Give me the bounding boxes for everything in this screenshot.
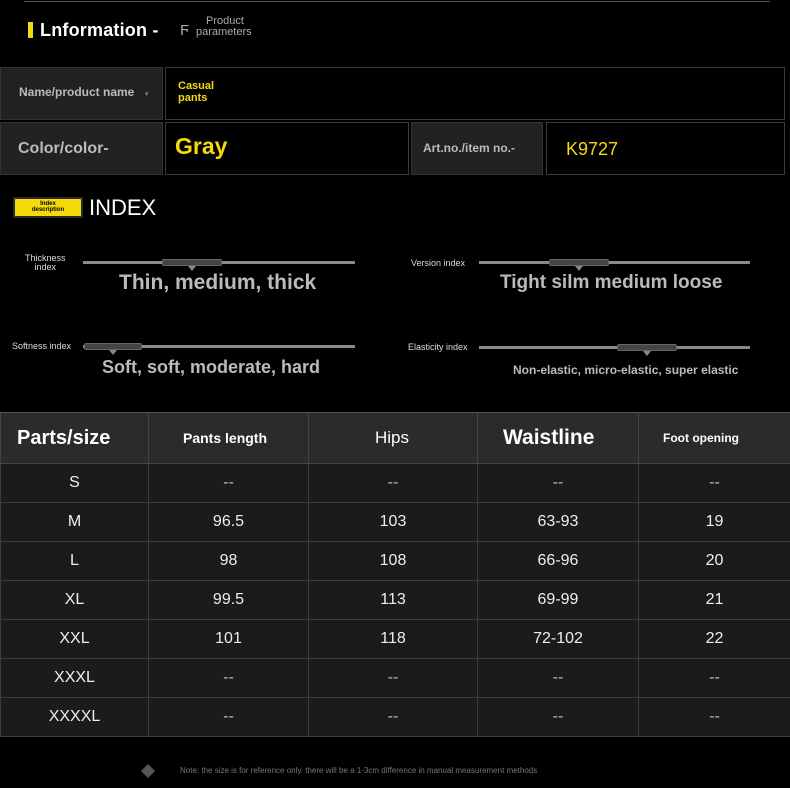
version-index-pointer [575, 266, 583, 271]
version-index-scale: Tight silm medium loose [500, 272, 723, 293]
cell-waistline: -- [478, 464, 639, 503]
cell-pants-length: 96.5 [149, 503, 309, 542]
cell-waistline: 66-96 [478, 542, 639, 581]
cell-hips: -- [309, 659, 478, 698]
table-row [1, 620, 790, 659]
table-row [1, 464, 790, 503]
elasticity-index-label: Elasticity index [408, 342, 468, 352]
cell-size: XXXL [1, 659, 149, 698]
thickness-index-label: Thickness index [25, 253, 66, 272]
color-label-cell [0, 122, 163, 175]
color-value-cell [165, 122, 409, 175]
size-table [0, 412, 790, 737]
name-label: Name/product name [19, 85, 135, 99]
cell-pants-length: -- [149, 659, 309, 698]
header-foot-opening: Foot opening [639, 413, 790, 464]
header-title: Lnformation - [40, 20, 159, 40]
table-row [1, 659, 790, 698]
color-label: Color/color- [18, 140, 109, 157]
name-label-cell [0, 67, 163, 120]
cell-waistline: 63-93 [478, 503, 639, 542]
cell-pants-length: -- [149, 698, 309, 737]
softness-index-scale: Soft, soft, moderate, hard [102, 357, 321, 377]
table-row [1, 542, 790, 581]
header-pants-length: Pants length [149, 413, 309, 464]
header-glyph-icon: Ϝ [180, 22, 190, 39]
elasticity-index-scale: Non-elastic, micro-elastic, super elastic [513, 363, 739, 377]
cell-hips: -- [309, 698, 478, 737]
name-value: Casual pants [178, 80, 215, 104]
cell-size: L [1, 542, 149, 581]
header-waistline: Waistline [478, 413, 639, 464]
header-accent-bar [28, 22, 33, 38]
table-row [1, 698, 790, 737]
size-table-header [1, 413, 790, 464]
cell-foot-opening: -- [639, 698, 790, 737]
elasticity-index-pointer [643, 351, 651, 356]
art-value-cell [546, 122, 785, 175]
softness-index-pointer [109, 350, 117, 355]
cell-hips: 108 [309, 542, 478, 581]
table-row [1, 581, 790, 620]
top-divider [24, 1, 770, 2]
cell-size: XXXXL [1, 698, 149, 737]
cell-waistline: -- [478, 698, 639, 737]
cell-size: S [1, 464, 149, 503]
cell-hips: 118 [309, 620, 478, 659]
cell-foot-opening: -- [639, 464, 790, 503]
footer-note: Note: the size is for reference only. there will be a 1-3cm difference in manual measurement methods [180, 766, 538, 775]
elasticity-index-indicator [617, 344, 677, 351]
cell-size: M [1, 503, 149, 542]
cell-hips: -- [309, 464, 478, 503]
version-index-indicator [549, 259, 609, 266]
cell-pants-length: 98 [149, 542, 309, 581]
cell-hips: 103 [309, 503, 478, 542]
softness-index-label: Softness index [12, 341, 72, 351]
thickness-index-indicator [162, 259, 222, 266]
cell-foot-opening: 20 [639, 542, 790, 581]
cell-pants-length: -- [149, 464, 309, 503]
diamond-icon [141, 764, 155, 778]
softness-index-indicator [84, 343, 142, 350]
art-label-cell [411, 122, 543, 175]
cell-waistline: 72-102 [478, 620, 639, 659]
cell-size: XXL [1, 620, 149, 659]
cell-waistline: -- [478, 659, 639, 698]
cell-pants-length: 101 [149, 620, 309, 659]
cell-waistline: 69-99 [478, 581, 639, 620]
version-index-label: Version index [411, 258, 466, 268]
cell-foot-opening: 19 [639, 503, 790, 542]
caret-down-icon: ▾ [145, 91, 149, 98]
cell-foot-opening: 22 [639, 620, 790, 659]
header-subtitle: Product parameters [196, 15, 252, 38]
cell-size: XL [1, 581, 149, 620]
index-badge: Index description [13, 197, 83, 218]
art-value: K9727 [566, 139, 619, 159]
table-row [1, 503, 790, 542]
art-label: Art.no./item no.- [423, 141, 515, 155]
thickness-index-scale: Thin, medium, thick [119, 271, 317, 294]
cell-hips: 113 [309, 581, 478, 620]
cell-foot-opening: -- [639, 659, 790, 698]
color-value: Gray [175, 133, 228, 159]
index-title: INDEX [89, 195, 157, 220]
version-index-track [479, 261, 750, 264]
elasticity-index-track [479, 346, 750, 349]
cell-pants-length: 99.5 [149, 581, 309, 620]
cell-foot-opening: 21 [639, 581, 790, 620]
name-value-cell [165, 67, 785, 120]
header-hips: Hips [309, 413, 478, 464]
header-parts-size: Parts/size [1, 413, 149, 464]
